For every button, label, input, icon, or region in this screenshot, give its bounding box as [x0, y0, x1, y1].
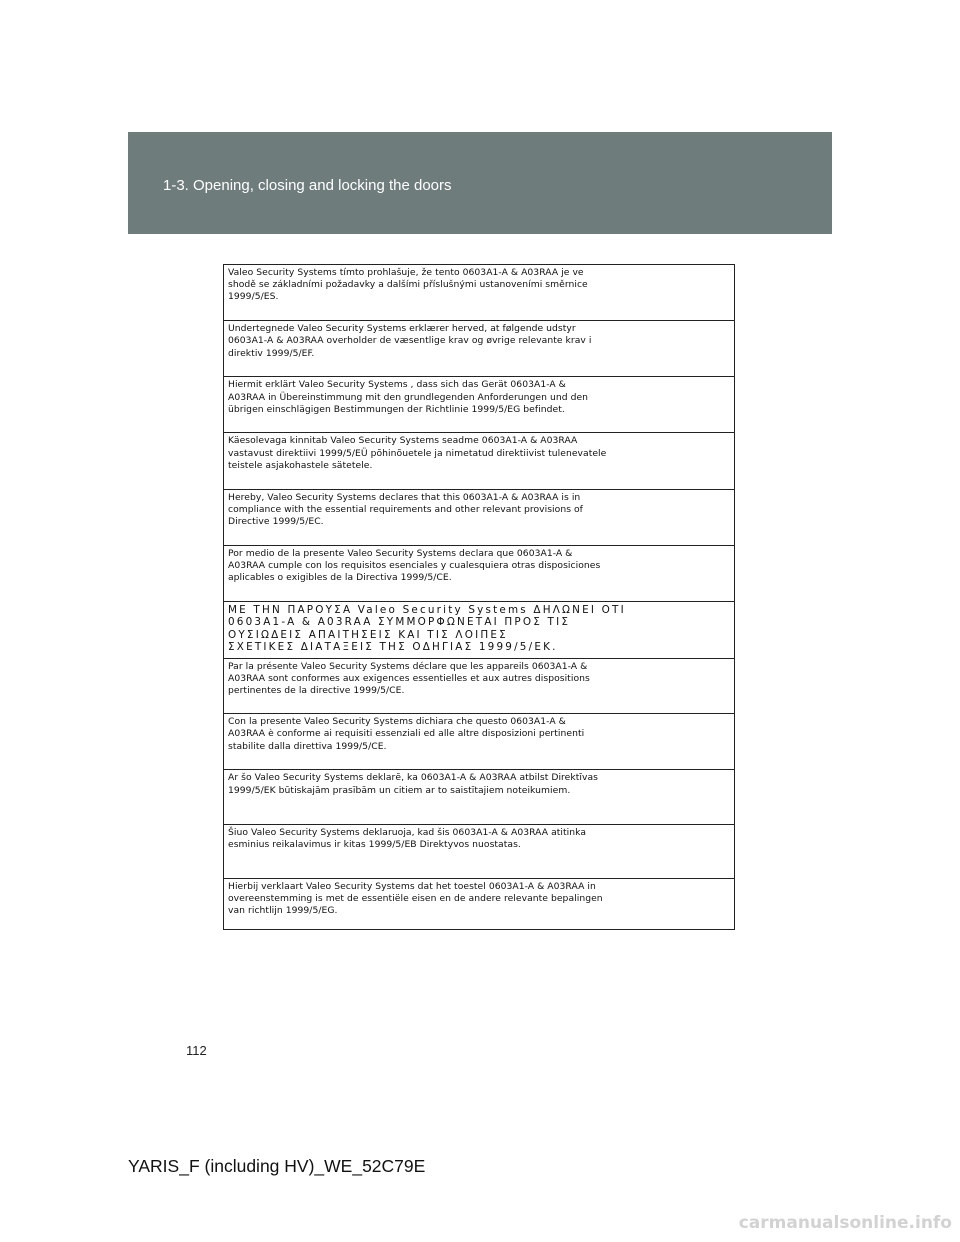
- document-code: YARIS_F (including HV)_WE_52C79E: [128, 1156, 426, 1176]
- declaration-line: 1999/5/ES.: [228, 291, 279, 303]
- declaration-cell-da: [224, 321, 734, 377]
- declaration-line: aplicables o exigibles de la Directiva 1999/5/CE.: [228, 572, 452, 584]
- declaration-line: stabilite dalla direttiva 1999/5/CE.: [228, 740, 387, 752]
- declaration-line: A03RAA cumple con los requisitos esenciales y cualesquiera otras disposiciones: [228, 559, 601, 571]
- declaration-cell-fr: [224, 659, 734, 714]
- declaration-line: compliance with the essential requirements and other relevant provisions of: [228, 503, 583, 515]
- declaration-cell-it: [224, 714, 734, 770]
- declaration-cell-lt: [224, 825, 734, 879]
- declaration-line: Käesolevaga kinnitab Valeo Security Systems seadme 0603A1-A & A03RAA: [228, 435, 578, 447]
- declaration-line: vastavust direktiivi 1999/5/EÜ põhinõuetele ja nimetatud direktiivist tulenevatele: [228, 447, 607, 459]
- section-title: 1-3. Opening, closing and locking the doors: [163, 177, 452, 194]
- page-number: 112: [186, 1043, 207, 1058]
- declaration-cell-nl: [224, 879, 734, 929]
- declaration-line: übrigen einschlägigen Bestimmungen der Richtlinie 1999/5/EG befindet.: [228, 403, 565, 415]
- declaration-cell-lv: [224, 770, 734, 824]
- declaration-line: Directive 1999/5/EC.: [228, 516, 324, 528]
- declaration-line: Valeo Security Systems tímto prohlašuje, že tento 0603A1-A & A03RAA je ve: [228, 267, 584, 278]
- declaration-line: 0603A1-A & A03RAA overholder de væsentlige krav og øvrige relevante krav i: [228, 335, 592, 347]
- declaration-table: [223, 264, 735, 930]
- declaration-line: direktiv 1999/5/EF.: [228, 347, 315, 359]
- declaration-line: Hiermit erklärt Valeo Security Systems , dass sich das Gerät 0603A1-A &: [228, 379, 566, 391]
- declaration-cell-cs: [224, 265, 734, 321]
- declaration-line: Par la présente Valeo Security Systems déclare que les appareils 0603A1-A &: [228, 661, 588, 673]
- declaration-line: teistele asjakohastele sätetele.: [228, 459, 373, 471]
- declaration-line: 1999/5/EK būtiskajām prasībām un citiem ar to saistītajiem noteikumiem.: [228, 784, 571, 796]
- declaration-line: Undertegnede Valeo Security Systems erklærer herved, at følgende udstyr: [228, 323, 576, 335]
- declaration-line: ΟΥΣΙΩΔΕΙΣ ΑΠΑΙΤΗΣΕΙΣ ΚΑΙ ΤΙΣ ΛΟΙΠΕΣ: [228, 628, 508, 641]
- declaration-line: pertinentes de la directive 1999/5/CE.: [228, 685, 405, 697]
- declaration-line: shodě se základními požadavky a dalšími příslušnými ustanoveními směrnice: [228, 279, 588, 291]
- declaration-cell-de: [224, 377, 734, 433]
- declaration-line: van richtlijn 1999/5/EG.: [228, 905, 338, 917]
- declaration-cell-et: [224, 433, 734, 489]
- declaration-line: Ar šo Valeo Security Systems deklarē, ka 0603A1-A & A03RAA atbilst Direktīvas: [228, 772, 599, 784]
- declaration-line: ΣΧΕΤΙΚΕΣ ΔΙΑΤΑΞΕΙΣ ΤΗΣ ΟΔΗΓΙΑΣ 1999/5/ΕΚ.: [228, 641, 558, 654]
- declaration-cell-es: [224, 546, 734, 602]
- declaration-cell-el: [224, 602, 734, 659]
- declaration-line: Šiuo Valeo Security Systems deklaruoja, kad šis 0603A1-A & A03RAA atitinka: [228, 826, 587, 838]
- declaration-line: Hierbij verklaart Valeo Security Systems dat het toestel 0603A1-A & A03RAA in: [228, 880, 596, 892]
- declaration-line: Por medio de la presente Valeo Security Systems declara que 0603A1-A &: [228, 547, 573, 559]
- watermark-text: carmanualsonline.info: [738, 1213, 952, 1233]
- declaration-line: esminius reikalavimus ir kitas 1999/5/EB Direktyvos nuostatas.: [228, 838, 521, 850]
- declaration-line: 0603A1-A & A03RAA ΣΥΜΜΟΡΦΩΝΕΤΑΙ ΠΡΟΣ ΤΙΣ: [228, 616, 571, 629]
- declaration-line: A03RAA sont conformes aux exigences essentielles et aux autres dispositions: [228, 673, 590, 685]
- declaration-cell-en: [224, 490, 734, 546]
- declaration-line: Con la presente Valeo Security Systems dichiara che questo 0603A1-A &: [228, 716, 566, 728]
- declaration-line: Hereby, Valeo Security Systems declares that this 0603A1-A & A03RAA is in: [228, 491, 581, 503]
- declaration-line: ΜΕ ΤΗΝ ΠΑΡΟΥΣΑ Valeo Security Systems ΔΗΛΩΝΕΙ ΟΤΙ: [228, 603, 626, 616]
- declaration-line: A03RAA in Übereinstimmung mit den grundlegenden Anforderungen und den: [228, 391, 589, 403]
- declaration-line: A03RAA è conforme ai requisiti essenziali ed alle altre disposizioni pertinenti: [228, 728, 585, 740]
- declaration-line: overeenstemming is met de essentiële eisen en de andere relevante bepalingen: [228, 892, 603, 904]
